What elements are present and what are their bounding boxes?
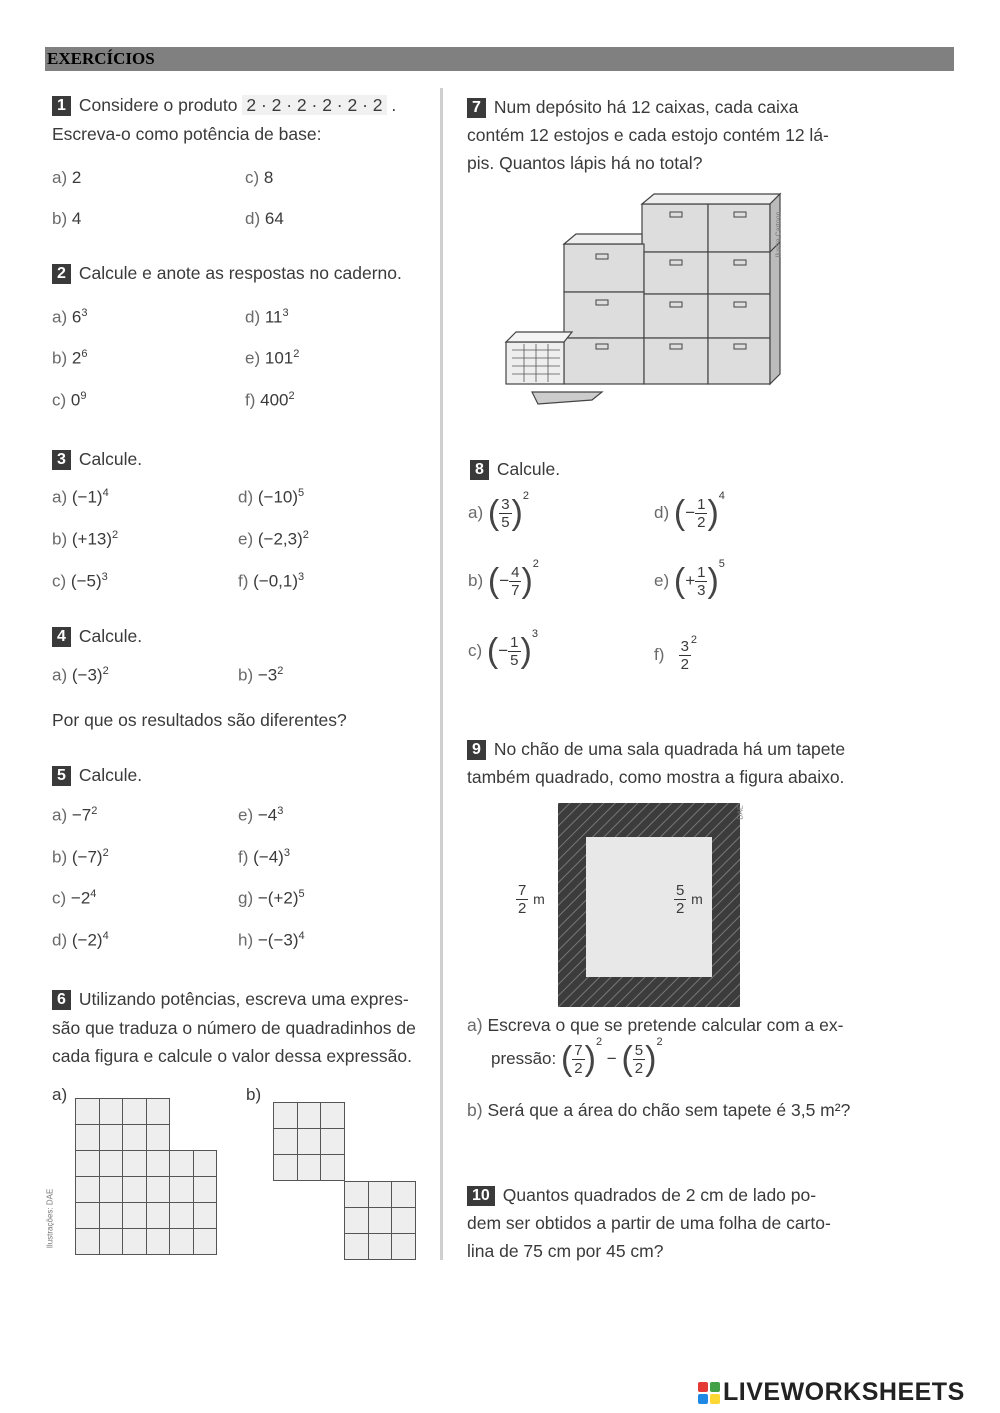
box [644, 252, 708, 294]
ex2-item-b: b) $2^6$ [52, 348, 88, 368]
ex6-figure-b-bottom [344, 1181, 416, 1260]
ex4-heading [52, 622, 142, 651]
logo-icon [698, 1382, 720, 1404]
ex9-a-line2: pressão: ( $\frac{7}{2}$ )$^2$ − ( $\frac{5}{2}$ )$^2$ [491, 1036, 663, 1078]
ex3-heading [52, 445, 142, 474]
ex2-item-e: e) $101^2$ [245, 348, 300, 368]
ex4-question: Por que os resultados são diferentes? [52, 710, 347, 730]
room-figure [558, 803, 740, 1007]
logo-text: LIVEWORKSHEETS [723, 1378, 965, 1406]
ex6-number: 6 [52, 990, 71, 1010]
ex7-credit: Ilustra Cartoon [775, 211, 783, 258]
ex8-item-a: a) ( $\frac{3}{5}$ )$^2$ [468, 490, 529, 532]
ex2-item-f: f) $400^2$ [245, 390, 295, 410]
ex1-text: Considere o produto [78, 95, 238, 115]
ex4-number: 4 [52, 627, 71, 647]
box [642, 204, 708, 252]
boxes-illustration [492, 192, 782, 420]
box-top [642, 194, 780, 204]
ex2-number: 2 [52, 264, 71, 284]
ex10-number: 10 [467, 1186, 495, 1206]
ex6-line3: cada figura e calcule o valor dessa expressão. [52, 1046, 412, 1066]
ex3-number: 3 [52, 450, 71, 470]
ex3-text: Calcule. [78, 449, 143, 469]
ex1-item-b: b) 4 [52, 209, 82, 228]
ex5-item-d: d) $(-2)^4$ [52, 930, 109, 950]
ex6-label-b: b) [246, 1085, 262, 1104]
ex5-item-h: $h) -(-3)^4$ [238, 930, 305, 950]
ex7-line3: pis. Quantos lápis há no total? [467, 153, 703, 173]
ex2-text: Calcule e anote as respostas no caderno. [78, 263, 402, 283]
ex9-line1 [467, 735, 845, 764]
ex5-item-a: $a) -7^2$ [52, 805, 98, 825]
ex8-item-b: b) (− $\frac{4}{7}$ )$^2$ [468, 558, 539, 600]
ex5-number: 5 [52, 766, 71, 786]
open-box-top [506, 332, 572, 342]
ex1-dot: . [391, 95, 397, 115]
ex6-figure-b-top [273, 1102, 345, 1181]
liveworksheets-logo[interactable] [698, 1378, 965, 1407]
ex2-item-d: d) $11^3$ [245, 307, 289, 327]
box [564, 244, 644, 292]
ex6-line2: são que traduza o número de quadradinhos de [52, 1018, 416, 1038]
ex9-text: No chão de uma sala quadrada há um tapete [493, 739, 846, 759]
ex8-item-d: d) (− $\frac{1}{2}$ )$^4$ [654, 490, 725, 532]
box-side [770, 242, 780, 384]
header-bar [45, 47, 954, 71]
page-title: EXERCÍCIOS [47, 49, 155, 68]
box-top [564, 234, 642, 244]
column-divider [440, 88, 443, 1260]
box [708, 252, 770, 294]
ex8-item-f: f) $\frac{3}{2}$ $^2$ [654, 634, 698, 673]
ex3-item-a: a) $(-1)^4$ [52, 487, 109, 507]
ex2-item-c: c) $0^9$ [52, 390, 87, 410]
ex5-item-b: b) $(-7)^2$ [52, 847, 109, 867]
ex8-text: Calcule. [496, 459, 561, 479]
box [708, 338, 770, 384]
ex3-item-c: c) $(-5)^3$ [52, 571, 108, 591]
ex8-number: 8 [470, 460, 489, 480]
box [708, 204, 770, 252]
ex7-line1 [467, 93, 798, 122]
ex4-item-a: a) $(-3)^2$ [52, 665, 109, 685]
box [644, 294, 708, 338]
ex1-item-d: d) 64 [245, 209, 284, 228]
ex10-line3: lina de 75 cm por 45 cm? [467, 1241, 664, 1261]
ex4-text: Calcule. [78, 626, 143, 646]
ex9-credit: DAE [737, 805, 745, 820]
ex7-number: 7 [467, 98, 486, 118]
ex5-item-e: $e) -4^3$ [238, 805, 284, 825]
ex9-b: b) Será que a área do chão sem tapete é 3,5 m²? [467, 1100, 851, 1120]
ex7-text: Num depósito há 12 caixas, cada caixa [493, 97, 799, 117]
ex1-item-a: a) 2 [52, 168, 82, 187]
ex5-heading [52, 761, 142, 790]
box [644, 338, 708, 384]
ex6-credit: Ilustrações: DAE [45, 1188, 55, 1249]
ex10-line1 [467, 1181, 816, 1210]
ex6-label-a: a) [52, 1085, 68, 1104]
ex3-item-d: d) $(-10)^5$ [238, 487, 305, 507]
ex6-line1 [52, 985, 409, 1014]
ex1-line1 [52, 91, 396, 120]
ex8-item-c: c) (− $\frac{1}{5}$ )$^3$ [468, 628, 538, 670]
ex2-heading [52, 259, 402, 288]
open-box-lid [532, 392, 602, 404]
ex4-item-b: $b) -3^2$ [238, 665, 284, 685]
ex9-line2: também quadrado, como mostra a figura abaixo. [467, 767, 845, 787]
ex3-item-b: b) $(+13)^2$ [52, 529, 119, 549]
box [708, 294, 770, 338]
ex8-heading [470, 455, 560, 484]
ex6-text: Utilizando potências, escreva uma expres- [78, 989, 409, 1009]
ex1-number: 1 [52, 96, 71, 116]
ex7-line2: contém 12 estojos e cada estojo contém 12 lá- [467, 125, 829, 145]
outer-side-label: $\frac{7}{2}$ m [518, 882, 545, 917]
inner-side-label: $\frac{5}{2}$ m [676, 882, 703, 917]
ex2-item-a: a) $6^3$ [52, 307, 88, 327]
ex1-item-c: c) 8 [245, 168, 274, 187]
box [564, 292, 644, 338]
ex1-line2: Escreva-o como potência de base: [52, 124, 322, 144]
ex5-item-c: $c) -2^4$ [52, 888, 97, 908]
ex9-number: 9 [467, 740, 486, 760]
ex5-item-g: $g) -(+2)^5$ [238, 888, 305, 908]
ex9-a-line1: a) Escreva o que se pretende calcular com a ex- [467, 1015, 844, 1035]
open-box [506, 342, 564, 384]
ex1-product: 2 · 2 · 2 · 2 · 2 · 2 [242, 95, 386, 115]
ex5-item-f: f) $(-4)^3$ [238, 847, 290, 867]
ex3-item-e: e) $(-2,3)^2$ [238, 529, 309, 549]
ex5-text: Calcule. [78, 765, 143, 785]
ex10-text: Quantos quadrados de 2 cm de lado po- [502, 1185, 817, 1205]
ex10-line2: dem ser obtidos a partir de uma folha de carto- [467, 1213, 831, 1233]
ex3-item-f: f) $(-0,1)^3$ [238, 571, 305, 591]
ex8-item-e: e) (+ $\frac{1}{3}$ )$^5$ [654, 558, 725, 600]
ex6-figure-a [75, 1098, 217, 1255]
box [564, 338, 644, 384]
